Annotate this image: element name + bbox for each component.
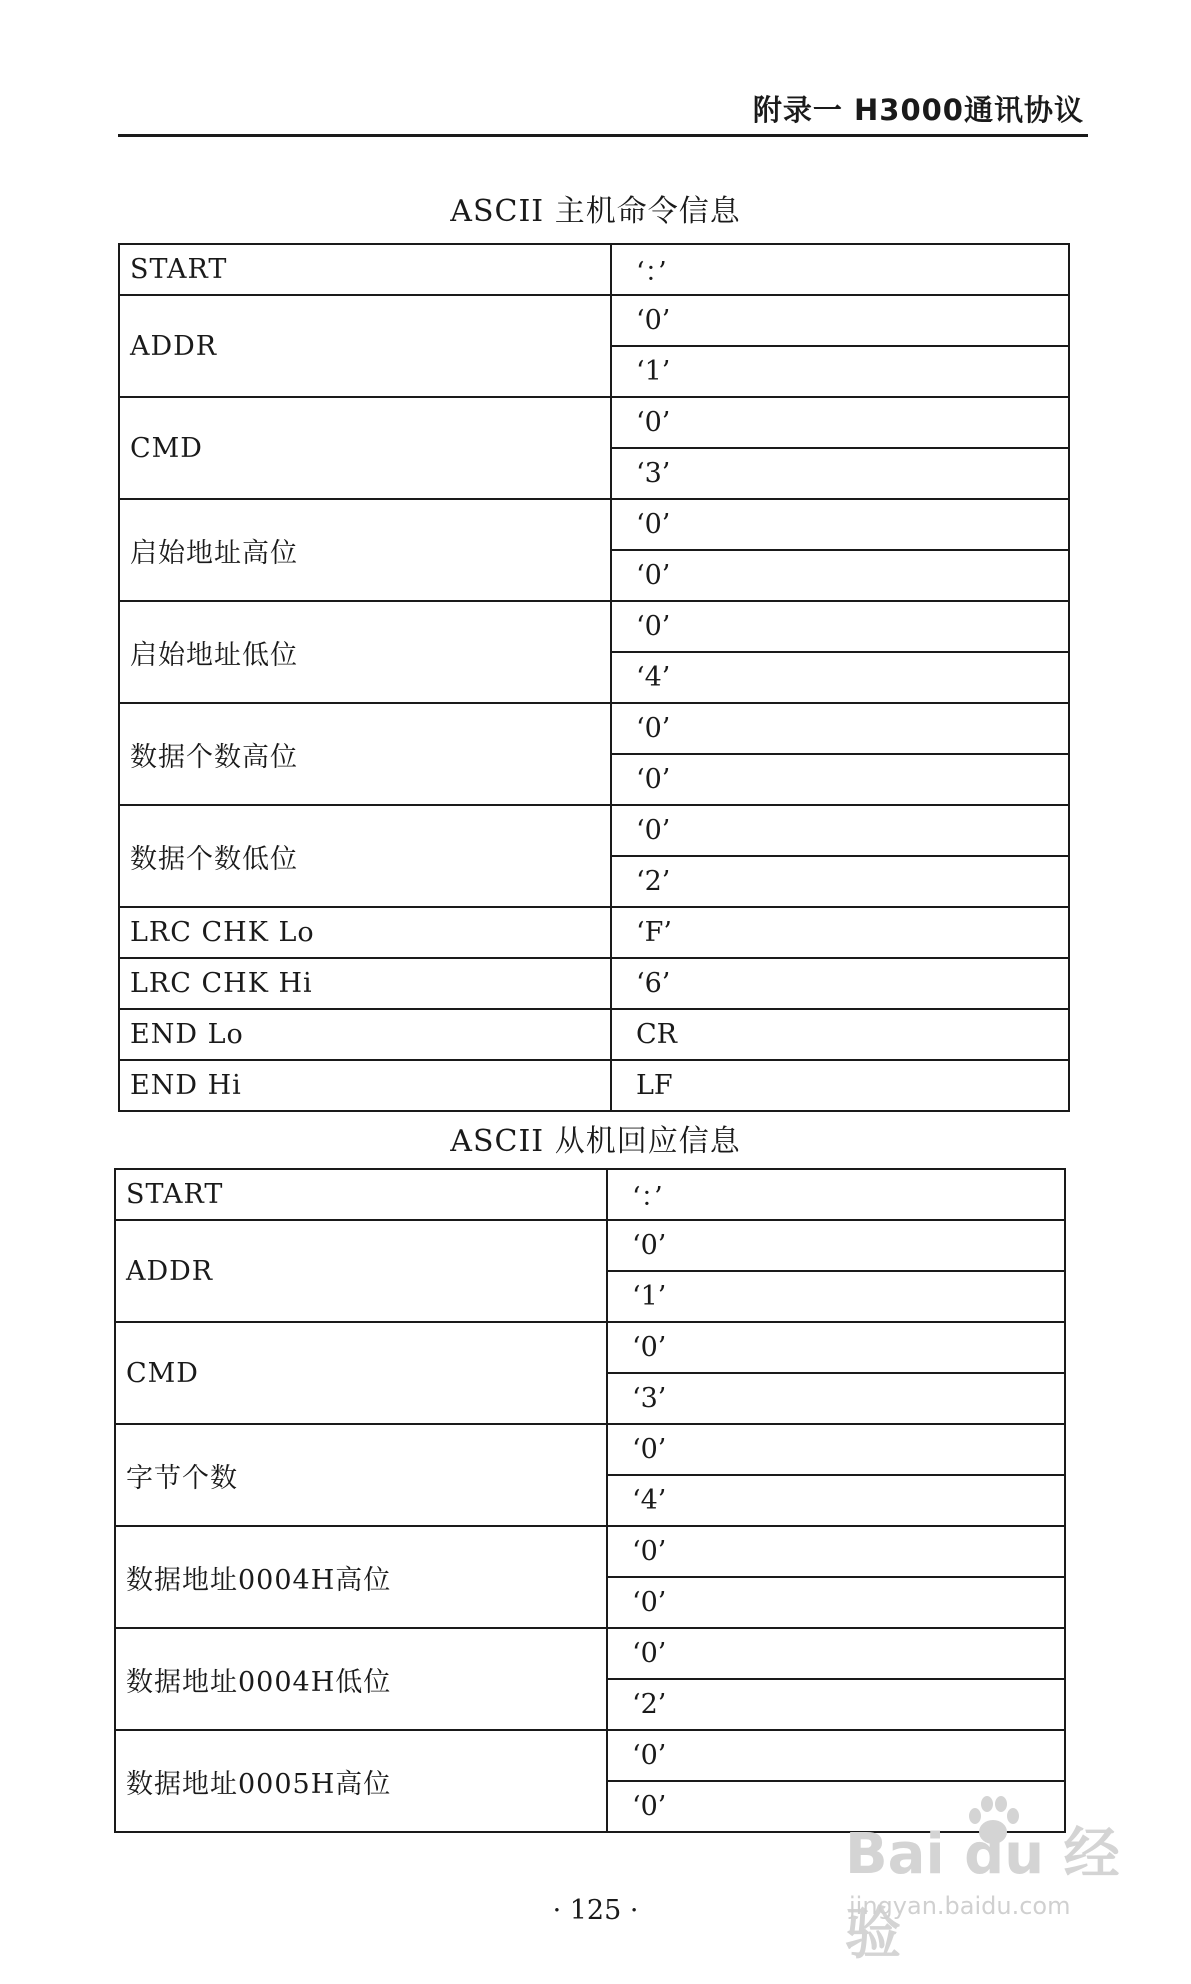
field-value-cell: ‘0’ — [607, 1526, 1065, 1577]
field-name-cell: ADDR — [115, 1220, 607, 1322]
field-value-cell: ‘0’ — [607, 1730, 1065, 1781]
field-value-cell: ‘2’ — [611, 856, 1069, 907]
field-value-cell: LF — [611, 1060, 1069, 1111]
field-name-cell: 数据地址0004H低位 — [115, 1628, 607, 1730]
field-value-cell: ‘1’ — [607, 1271, 1065, 1322]
field-value-cell: ‘2’ — [607, 1679, 1065, 1730]
table-row — [115, 1220, 1065, 1271]
table-row — [115, 1169, 1065, 1220]
field-value-cell: ‘0’ — [611, 499, 1069, 550]
field-name-cell: 数据地址0005H高位 — [115, 1730, 607, 1832]
slave-response-table — [114, 1168, 1066, 1833]
field-name-cell: 启始地址高位 — [119, 499, 611, 601]
table-row — [119, 397, 1069, 448]
header-title: 附录一 H3000通讯协议 — [752, 93, 1084, 127]
field-name-cell: END Lo — [119, 1009, 611, 1060]
field-value-cell: ‘0’ — [607, 1577, 1065, 1628]
field-value-cell: ‘0’ — [611, 550, 1069, 601]
field-value-cell: ‘1’ — [611, 346, 1069, 397]
table-caption-slave-response: ASCII 从机回应信息 — [450, 1124, 741, 1159]
table-row — [119, 958, 1069, 1009]
field-name-cell: LRC CHK Lo — [119, 907, 611, 958]
watermark-url: jingyan.baidu.com — [849, 1892, 1071, 1920]
table-row — [119, 907, 1069, 958]
field-value-cell: ‘0’ — [611, 295, 1069, 346]
field-name-cell: CMD — [115, 1322, 607, 1424]
field-value-cell: ‘0’ — [607, 1220, 1065, 1271]
table-row — [115, 1628, 1065, 1679]
field-name-cell: LRC CHK Hi — [119, 958, 611, 1009]
field-value-cell: ‘3’ — [607, 1373, 1065, 1424]
field-value-cell: ‘0’ — [611, 754, 1069, 805]
field-value-cell: CR — [611, 1009, 1069, 1060]
master-command-table — [118, 243, 1070, 1112]
table-caption-master-command: ASCII 主机命令信息 — [450, 194, 741, 229]
field-value-cell: ‘0’ — [607, 1424, 1065, 1475]
table-row — [115, 1424, 1065, 1475]
field-name-cell: 数据地址0004H高位 — [115, 1526, 607, 1628]
field-name-cell: CMD — [119, 397, 611, 499]
field-value-cell: ‘3’ — [611, 448, 1069, 499]
field-value-cell: ‘4’ — [611, 652, 1069, 703]
field-value-cell: ‘4’ — [607, 1475, 1065, 1526]
table-row — [119, 295, 1069, 346]
page-header — [118, 78, 1088, 137]
field-value-cell: ‘0’ — [611, 397, 1069, 448]
page-number: · 125 · — [552, 1895, 639, 1926]
field-name-cell: END Hi — [119, 1060, 611, 1111]
field-name-cell: 数据个数高位 — [119, 703, 611, 805]
field-name-cell: 启始地址低位 — [119, 601, 611, 703]
table-row — [119, 805, 1069, 856]
table-row — [119, 1060, 1069, 1111]
table-row — [119, 499, 1069, 550]
table-row — [115, 1730, 1065, 1781]
field-value-cell: ‘F’ — [611, 907, 1069, 958]
field-name-cell: START — [119, 244, 611, 295]
field-value-cell: ‘：’ — [611, 244, 1069, 295]
field-value-cell: ‘0’ — [607, 1322, 1065, 1373]
field-value-cell: ‘0’ — [607, 1781, 1065, 1832]
field-name-cell: 字节个数 — [115, 1424, 607, 1526]
field-value-cell: ‘0’ — [607, 1628, 1065, 1679]
watermark — [845, 1792, 1145, 1967]
table-row — [119, 601, 1069, 652]
table-row — [119, 244, 1069, 295]
field-value-cell: ‘0’ — [611, 601, 1069, 652]
watermark-brand: Bai du 经验 — [845, 1822, 1120, 1967]
field-value-cell: ‘0’ — [611, 805, 1069, 856]
field-name-cell: 数据个数低位 — [119, 805, 611, 907]
table-row — [115, 1322, 1065, 1373]
table-row — [115, 1526, 1065, 1577]
field-value-cell: ‘0’ — [611, 703, 1069, 754]
table-row — [119, 1009, 1069, 1060]
field-value-cell: ‘6’ — [611, 958, 1069, 1009]
field-value-cell: ‘：’ — [607, 1169, 1065, 1220]
table-row — [119, 703, 1069, 754]
field-name-cell: ADDR — [119, 295, 611, 397]
field-name-cell: START — [115, 1169, 607, 1220]
